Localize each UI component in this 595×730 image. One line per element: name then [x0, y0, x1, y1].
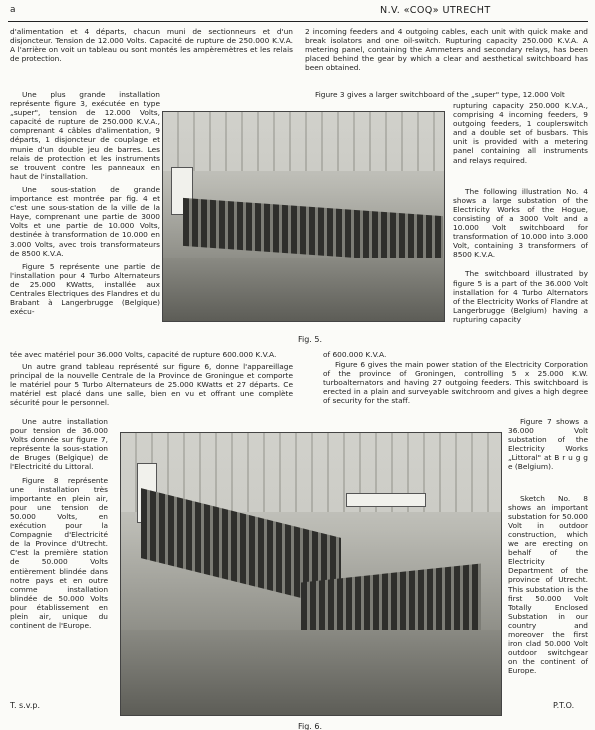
- paragraph: Figure 8 représente une installation très importante en plein air, pour une tension de 50.000 Volts, en exécution pour la Compagnie d'Electricité de la Province d'Utrecht. C'est la première station de 50.000 Volts entièrement blindée dans notre pays et en outre comme installation blindée de 50.000 Volts pour établissement en plein air, unique du continent de l'Europe.: [10, 475, 108, 631]
- right-after-text: [323, 350, 588, 410]
- photo-window: [346, 493, 426, 507]
- paragraph: 2 incoming feeders and 4 outgoing cables, each unit with quick make and break isolators and one oil-switch. Rupturing capacity 250.000 K.V.A. A metering panel, containing the Ammeters and secondary relays, has been placed behind the gear by which a clear and aesthetical switchboard has been obtained.: [305, 27, 588, 73]
- right-bottom-text: [508, 417, 588, 679]
- left-mid-text: [10, 90, 160, 320]
- photo-floor: [163, 258, 444, 321]
- paragraph: tée avec matériel pour 36.000 Volts, capacité de rupture 600.000 K.V.A.: [10, 350, 277, 359]
- left-bottom-text: [10, 417, 108, 634]
- left-top-text: [10, 27, 293, 67]
- paragraph: Figure 6 gives the main power station of the Electricity Corporation of the province of Groningen, controlling 5 x 25.000 K.W. turboalternators and having 27 outgoing feeders. This switchboard is erected in a plain and surveyable switchroom and gives a high degree of security for the staff.: [323, 360, 588, 406]
- paragraph: Figure 3 gives a larger switchboard of the „super" type, 12.000 Volt: [315, 90, 565, 99]
- paragraph: Figure 7 shows a 36.000 Volt substation of the Electricity Works „Littoral" at B r u g g e (Belgium).: [508, 417, 588, 472]
- paragraph: Figure 5 représente une partie de l'installation pour 4 Turbo Alternateurs de 25.000 KWatts, installée aux Centrales Electriques des Flandres et du Brabant à Langerbrugge (Belgique) exécu-: [10, 261, 160, 317]
- left-after-text: [10, 362, 293, 411]
- paragraph: The switchboard illustrated by figure 5 is a part of the 36.000 Volt installation for 4 Turbo Alternators of the Electricity Works of Flandre at Langerbrugge (Belgium) having a rupturing capacity: [453, 269, 588, 324]
- paragraph: rupturing capacity 250.000 K.V.A., comprising 4 incoming feeders, 9 outgoing feeders, 1 couplerswitch and a double set of busbars. This unit is provided with a metering panel containing all instruments and relays required.: [453, 101, 588, 165]
- photo-switchgear: [183, 198, 443, 264]
- paragraph: Une plus grande installation représente figure 3, exécutée en type „super", tension de 12.000 Volts, capacité de rupture de 250.000 K.V.A., comprenant 4 câbles d'alimentation, 9 départs, 1 disjoncteur de couplage et munie d'un double jeu de barres. Les relais de protection et les instruments se trouvent contre les panneaux en haut de l'installation.: [10, 90, 160, 181]
- paragraph: d'alimentation et 4 départs, chacun muni de sectionneurs et d'un disjoncteur. Tension de 12.000 Volts. Capacité de rupture de 250.000 K.V.A. A l'arrière on voit un tableau ou sont montés les ampèremètres et les relais de protection.: [10, 27, 293, 64]
- paragraph: of 600.000 K.V.A.: [323, 350, 387, 359]
- brand-header: N.V. «COQ» UTRECHT: [380, 5, 491, 16]
- right-top-text: [305, 27, 588, 76]
- paragraph: Une sous-station de grande importance est montrée par fig. 4 et c'est une sous-station de la ville de la Haye, comprenant une partie de 3000 Volts et une partie de 10.000 Volts, destinée à transformation de 10.000 en 3.000 Volts, avec trois transformateurs de 8500 K.V.A.: [10, 184, 160, 258]
- paragraph: Sketch No. 8 shows an important substation for 50.000 Volt in outdoor construction, which we are erecting on behalf of the Electricity Department of the province of Utrecht. This substation is the first 50.000 Volt Totally Enclosed Substation in our country and moreover the first iron clad 50.000 Volt outdoor switchgear on the continent of Europe.: [508, 493, 588, 676]
- photo-ceiling: [163, 112, 444, 171]
- figure-5-photo: [162, 111, 445, 322]
- footer-right: P.T.O.: [553, 701, 575, 710]
- paragraph: Une autre installation pour tension de 36.000 Volts donnée sur figure 7, représente la sous-station de Bruges (Belgique) de l'Electricité du Littoral.: [10, 417, 108, 472]
- figure-6-caption: Fig. 6.: [297, 722, 323, 730]
- figure-5-caption: Fig. 5.: [297, 335, 323, 344]
- paragraph: The following illustration No. 4 shows a large substation of the Electricity Works of the Hogue, consisting of a 3000 Volt and a 10.000 Volt switchboard for transformation of 10.000 into 3.000 Volt, containing 3 transformers of 8500 K.V.A.: [453, 186, 588, 260]
- right-mid-text: [453, 101, 588, 328]
- figure-6-photo: [120, 432, 502, 716]
- footer-left: T. s.v.p.: [10, 701, 41, 710]
- page-number: a: [10, 5, 16, 15]
- paragraph: Un autre grand tableau représenté sur figure 6, donne l'appareillage principal de la nouvelle Centrale de la Province de Groningue et comporte le matériel pour 5 Turbo Alternateurs de 25.000 KWatts et 27 départs. Ce matériel est placé dans une salle, bien en vu et offrant une complète sécurité pour le personnel.: [10, 362, 293, 408]
- photo-floor: [121, 630, 501, 715]
- header-rule: [8, 21, 588, 22]
